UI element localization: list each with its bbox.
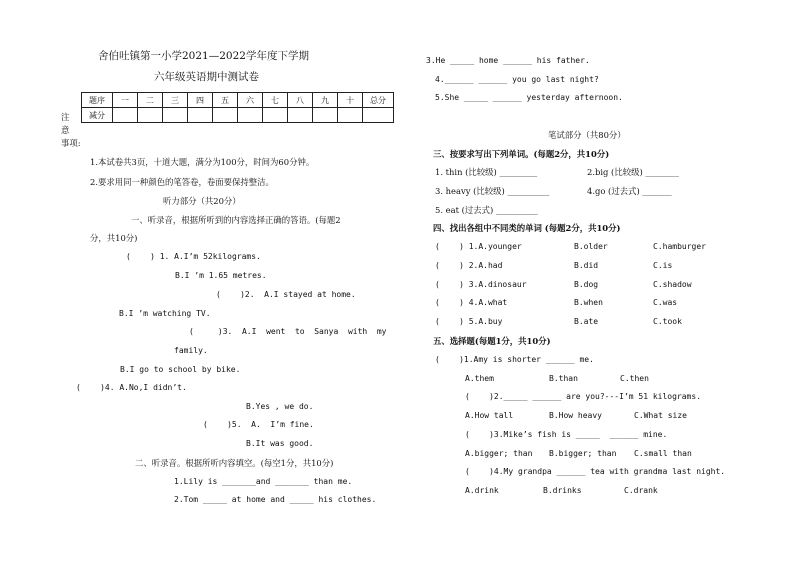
fill-2: 2.Tom _____ at home and _____ his clothes. xyxy=(174,495,377,504)
note-item-2: 2.要求用同一种颜色的笔答卷，卷面要保持整洁。 xyxy=(90,177,274,187)
choice-q1: ( )1.Amy is shorter ______ me. xyxy=(435,355,594,364)
listening-heading: 听力部分（共20分） xyxy=(163,196,241,206)
choice-q2-option-b: B.How heavy xyxy=(549,411,602,420)
odd-word-option-c: C.took xyxy=(653,317,682,326)
listening-q1-option-b: B.I ’m 1.65 metres. xyxy=(175,271,267,280)
score-blank-cell[interactable] xyxy=(113,108,138,123)
score-blank-cell[interactable] xyxy=(288,108,313,123)
score-blank-cell[interactable] xyxy=(188,108,213,123)
listening-q5-option-b: B.It was good. xyxy=(246,439,314,448)
score-cell: 九 xyxy=(313,93,338,108)
listening-q1: ( ) 1. A.I’m 52kilograms. xyxy=(126,252,261,261)
odd-word-option-b: B.when xyxy=(574,298,603,307)
section-4-heading: 四、找出各组中不同类的单词 (每题2分，共10分) xyxy=(433,223,621,233)
fill-5: 5.She _____ ______ yesterday afternoon. xyxy=(435,93,623,102)
odd-word-option-c: C.shadow xyxy=(653,280,692,289)
choice-q2-option-c: C.What size xyxy=(634,411,687,420)
choice-q4-option-b: B.drinks xyxy=(543,486,582,495)
listening-q3-option-b: B.I go to school by bike. xyxy=(120,365,241,374)
section-1-heading: 一、听录音，根据所听到的内容选择正确的答语。(每题2 xyxy=(131,215,341,225)
choice-q4: ( )4.My grandpa ______ tea with grandma last night. xyxy=(465,467,726,476)
choice-q1-option-b: B.than xyxy=(549,374,578,383)
score-cell: 五 xyxy=(213,93,238,108)
odd-word-question: ( ) 2.A.had xyxy=(435,261,503,270)
odd-word-option-c: C.hamburger xyxy=(653,242,706,251)
exam-title-line1: 舍伯吐镇第一小学2021—2022学年度下学期 xyxy=(98,50,309,62)
section-3-heading: 三、按要求写出下列单词。(每题2分，共10分) xyxy=(433,149,610,159)
score-table-points-row xyxy=(82,108,394,123)
score-cell: 题序 xyxy=(82,93,113,108)
exam-title-line2: 六年级英语期中测试卷 xyxy=(154,71,259,83)
notes-label-b: 意 xyxy=(61,125,70,135)
odd-word-option-b: B.ate xyxy=(574,317,599,326)
odd-word-question: ( ) 3.A.dinosaur xyxy=(435,280,527,289)
score-cell: 七 xyxy=(263,93,288,108)
score-blank-cell[interactable] xyxy=(263,108,288,123)
section-5-heading: 五、选择题(每题1分，共10分) xyxy=(433,336,551,346)
word-5: 5. eat (过去式) __________ xyxy=(435,205,538,215)
word-1: 1. thin (比较级) _________ xyxy=(435,167,538,177)
listening-q5: ( )5. A. I’m fine. xyxy=(203,420,314,429)
odd-word-option-b: B.dog xyxy=(574,280,599,289)
fill-4: 4.______ ______ you go last night? xyxy=(435,75,599,84)
score-blank-cell[interactable] xyxy=(363,108,394,123)
choice-q3-option-b: B.bigger; than xyxy=(549,449,617,458)
choice-q4-option-c: C.drank xyxy=(624,486,658,495)
score-blank-cell[interactable] xyxy=(163,108,188,123)
listening-q3: ( )3. A.I went to Sanya with my xyxy=(189,327,387,336)
listening-q4: ( )4. A.No,I didn’t. xyxy=(76,383,187,392)
fill-1: 1.Lily is _______and _______ than me. xyxy=(174,477,353,486)
word-2: 2.big (比较级) ________ xyxy=(587,167,679,177)
score-cell: 六 xyxy=(238,93,263,108)
choice-q3-option-c: C.small than xyxy=(634,449,692,458)
odd-word-question: ( ) 1.A.younger xyxy=(435,242,522,251)
score-blank-cell[interactable] xyxy=(213,108,238,123)
section-1-heading-cont: 分，共10分) xyxy=(90,233,138,243)
odd-word-option-c: C.was xyxy=(653,298,678,307)
score-table-header-row xyxy=(82,93,394,108)
score-cell: 总分 xyxy=(363,93,394,108)
choice-q1-option-c: C.then xyxy=(620,374,649,383)
score-blank-cell[interactable] xyxy=(138,108,163,123)
listening-q2: ( )2. A.I stayed at home. xyxy=(216,290,356,299)
score-blank-cell[interactable] xyxy=(238,108,263,123)
listening-q4-option-b: B.Yes , we do. xyxy=(246,402,314,411)
choice-q1-option-a: A.them xyxy=(465,374,494,383)
odd-word-question: ( ) 5.A.buy xyxy=(435,317,503,326)
odd-word-question: ( ) 4.A.what xyxy=(435,298,508,307)
score-row-label: 减分 xyxy=(82,108,113,123)
choice-q3-option-a: A.bigger; than xyxy=(465,449,533,458)
written-heading: 笔试部分（共80分） xyxy=(548,130,626,140)
listening-q3-cont: family. xyxy=(174,346,208,355)
section-2-heading: 二、听录音。根据所听内容填空。(每空1分，共10分) xyxy=(135,458,334,468)
choice-q3: ( )3.Mike’s fish is _____ ______ mine. xyxy=(465,430,668,439)
odd-word-option-b: B.older xyxy=(574,242,608,251)
choice-q2: ( )2._____ ______ are you?---I’m 51 kilograms. xyxy=(465,392,702,401)
score-cell: 一 xyxy=(113,93,138,108)
notes-label-a: 注 xyxy=(61,112,70,122)
odd-word-option-c: C.is xyxy=(653,261,673,270)
listening-q2-option-b: B.I ’m watching TV. xyxy=(119,309,211,318)
notes-label-c: 事项: xyxy=(61,138,81,148)
score-cell: 十 xyxy=(338,93,363,108)
fill-3: 3.He _____ home ______ his father. xyxy=(426,56,590,65)
choice-q4-option-a: A.drink xyxy=(465,486,499,495)
choice-q2-option-a: A.How tall xyxy=(465,411,514,420)
note-item-1: 1.本试卷共3页，十道大题，满分为100分，时间为60分钟。 xyxy=(90,157,315,167)
score-blank-cell[interactable] xyxy=(313,108,338,123)
word-3: 3. heavy (比较级) __________ xyxy=(435,186,550,196)
score-table xyxy=(81,92,394,123)
score-cell: 八 xyxy=(288,93,313,108)
odd-word-option-b: B.did xyxy=(574,261,599,270)
score-cell: 三 xyxy=(163,93,188,108)
score-cell: 二 xyxy=(138,93,163,108)
word-4: 4.go (过去式) _______ xyxy=(587,186,672,196)
score-cell: 四 xyxy=(188,93,213,108)
score-blank-cell[interactable] xyxy=(338,108,363,123)
